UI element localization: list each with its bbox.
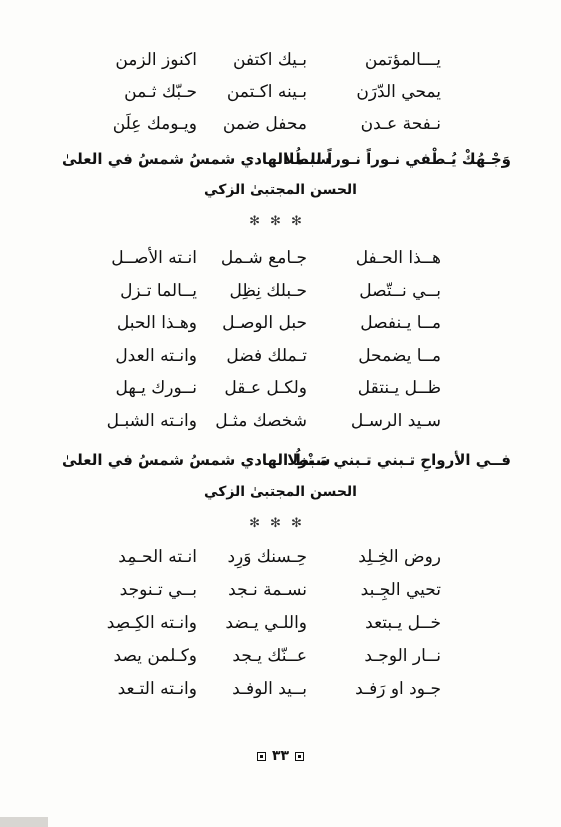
separator-stars-2: ✻✻✻ (249, 516, 312, 531)
verse-segment: وهـذا الحبل (116, 313, 197, 333)
verse-segment: ظــل يـنتقل (357, 378, 441, 398)
verse-row (0, 275, 561, 308)
ornament-square-icon (257, 752, 266, 761)
verse-row (0, 607, 561, 640)
verse-segment: سـيد الرسـل (350, 410, 441, 431)
verse-segment: شخصك مثـل (215, 410, 307, 431)
refrain-line-2 (50, 447, 511, 473)
verse-segment: هــذا الحـفل (355, 248, 441, 268)
refrain-1-part-a: وَجْـهُكْ يُـطْفي نـوراً نـوراً للـملا (283, 150, 511, 168)
verse-segment: يمحي الدّرَن (356, 82, 441, 102)
verse-segment: انـته الحـمِد (118, 547, 197, 567)
separator-stars-1: ✻✻✻ (249, 214, 312, 229)
verse-segment: ويـومك عِلَن (112, 114, 197, 134)
refrain-1-part-b: سبطُ الهادي شمسُ شمسُ في العلىٰ (62, 150, 331, 168)
verse-segment: حبل الوصـل (222, 313, 307, 333)
page-number (0, 748, 561, 764)
verse-row (0, 76, 561, 108)
verse-segment: وانـته العدل (115, 345, 197, 366)
refrain-2-part-a: فــي الأرواحِ تـبني تـبني مَـنْزلا (287, 451, 511, 469)
verse-segment: يـــالمؤتمن (364, 50, 441, 70)
verse-segment: وانـته التـعد (117, 679, 197, 699)
subtitle-2: الحسن المجتبىٰ الزكي (204, 484, 357, 500)
verse-segment: نسـمة نـجد (228, 580, 307, 600)
verse-segment: عــنّك يـجد (232, 646, 307, 666)
verse-segment: وانـته الشبـل (106, 410, 197, 431)
refrain-2-part-b: سبطُ الهادي شمسُ شمسُ في العلىٰ (62, 451, 331, 469)
verse-segment: نــورك يـهل (115, 378, 197, 398)
verse-segment: حِـسنك وَرِد (227, 547, 307, 567)
verse-segment: نــار الوجـد (364, 646, 441, 666)
stanza-2 (0, 242, 561, 437)
verse-segment: مــا يضمحل (358, 345, 441, 366)
verse-segment: روض الخِـلِد (358, 547, 441, 567)
verse-segment: حـبلك نِظِل (229, 280, 307, 301)
verse-segment: بــي تـنوجد (119, 580, 197, 600)
page-number-value: ٣٣ (271, 748, 290, 764)
verse-segment: بـينه اكـتمن (226, 82, 307, 102)
verse-row (0, 108, 561, 140)
verse-segment: محفل ضمن (222, 114, 307, 134)
verse-segment: ولكـل عـقل (224, 378, 307, 398)
verse-row (0, 574, 561, 607)
verse-row (0, 44, 561, 76)
stanza-3 (0, 541, 561, 706)
scan-edge (0, 817, 48, 827)
stanza-1 (0, 44, 561, 140)
verse-row (0, 640, 561, 673)
verse-segment: مــا يـنفصل (360, 313, 441, 333)
refrain-line-1 (50, 146, 511, 172)
verse-segment: يــالما تـزل (120, 280, 197, 301)
ornament-square-icon (295, 752, 304, 761)
verse-row (0, 541, 561, 574)
verse-segment: بــي نــتّصل (359, 280, 441, 301)
verse-row (0, 405, 561, 438)
verse-segment: واللـي يـضد (225, 613, 307, 633)
verse-segment: وانـته الكِـصِد (106, 613, 197, 633)
verse-segment: تـملك فضل (226, 345, 307, 366)
verse-segment: بـيك اكتفن (232, 50, 307, 70)
verse-row (0, 242, 561, 275)
verse-segment: حـبّك ثـمن (124, 82, 197, 102)
verse-row (0, 307, 561, 340)
verse-segment: اكنوز الزمن (115, 50, 197, 70)
verse-segment: نـفحة عـدن (360, 114, 441, 134)
verse-segment: جـامع شـمل (220, 248, 307, 268)
verse-segment: جـود او رَفـد (355, 679, 441, 699)
verse-segment: بــيد الوفـد (232, 679, 307, 699)
verse-segment: تحيي الجِـبد (360, 580, 441, 600)
verse-row (0, 372, 561, 405)
verse-row (0, 340, 561, 373)
verse-segment: وكـلمن يصد (113, 646, 197, 666)
subtitle-1: الحسن المجتبىٰ الزكي (204, 182, 357, 198)
verse-segment: انـته الأصــل (111, 248, 197, 268)
verse-segment: خــل يـبتعد (365, 613, 441, 633)
verse-row (0, 673, 561, 706)
